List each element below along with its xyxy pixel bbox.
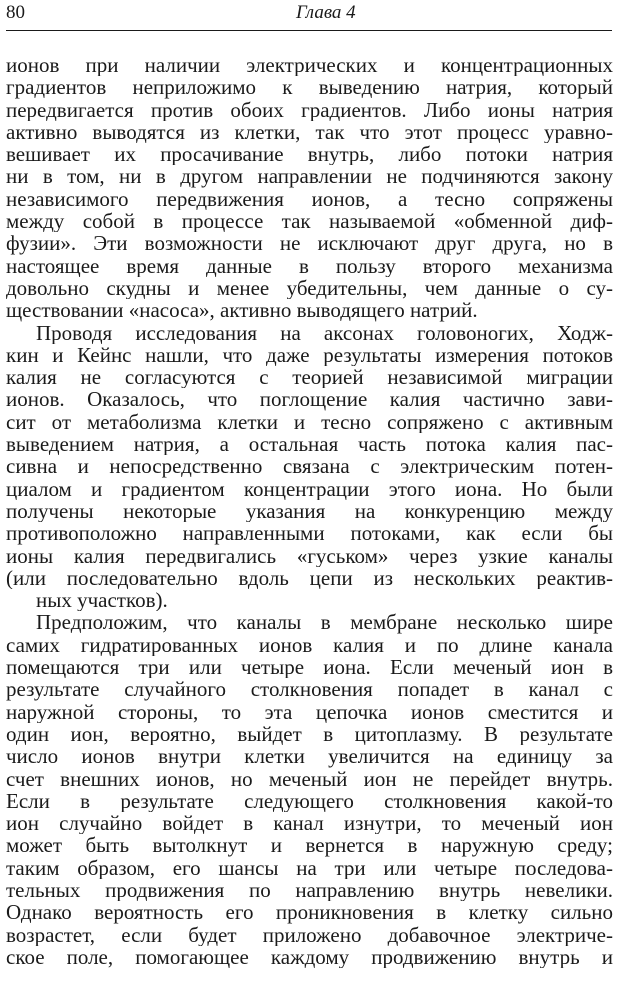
text-line: ион случайно войдет в канал изнутри, то меченый ион: [6, 812, 613, 835]
header-rule: [6, 30, 612, 31]
text-line: вешивает их просачивание внутрь, либо потоки натрия: [6, 143, 613, 166]
text-line: ское поле, помогающее каждому продвижению внутрь и: [6, 945, 613, 969]
paragraph-1: [6, 54, 613, 322]
text-line: ществовании «насоса», активно выводящего натрий.: [6, 299, 478, 322]
text-line: фузии». Эти возможности не исключают друг друга, но в: [6, 232, 613, 255]
page-number: 80: [6, 2, 25, 23]
text-line: сит от метаболизма клетки и тесно сопряжено с активным: [6, 410, 613, 434]
text-line: результате случайного столкновения попадет в канал с: [6, 678, 613, 701]
text-line: противоположно направленными потоками, как если бы: [6, 522, 613, 545]
text-line: получены некоторые указания на конкуренцию между: [6, 499, 613, 523]
text-line: кин и Кейнс нашли, что даже результаты измерения потоков: [6, 343, 613, 367]
text-line: таким образом, его шансы на три или четыре последова-: [6, 856, 613, 879]
text-line: число ионов внутри клетки увеличится на единицу за: [6, 745, 613, 768]
text-line: ни в том, ни в другом направлении не подчиняются закону: [6, 165, 613, 188]
text-line: независимого передвижения ионов, а тесно сопряжены: [6, 187, 613, 211]
text-line: довольно скудны и менее убедительны, чем данные о су-: [6, 276, 613, 300]
text-line: может быть вытолкнут и вернется в наружную среду;: [6, 834, 613, 857]
text-line: Если в результате следующего столкновения какой-то: [6, 789, 613, 813]
text-line: настоящее время данные в пользу второго механизма: [6, 254, 613, 277]
text-line: (или последовательно вдоль цепи из нескольких реактив-: [6, 566, 613, 590]
text-line: счет внешних ионов, но меченый ион не перейдет внутрь.: [6, 767, 613, 790]
text-line: выведением натрия, а остальная часть потока калия пас-: [6, 433, 613, 456]
text-line: между собой в процессе так называемой «обменной диф-: [6, 210, 613, 233]
text-line: ионы калия передвигались «гуськом» через узкие каналы: [6, 544, 613, 567]
page-header: [6, 2, 614, 28]
text-line: ионов. Оказалось, что поглощение калия частично зави-: [6, 388, 613, 411]
text-line: помещаются три или четыре иона. Если меченый ион в: [6, 656, 613, 679]
running-head: Глава 4: [296, 2, 356, 23]
text-line: ных участков).: [36, 589, 168, 612]
paragraph-2: [6, 322, 613, 612]
text-line: циалом и градиентом концентрации этого иона. Но были: [6, 477, 613, 500]
body-text: [6, 54, 613, 968]
paragraph-3: [6, 611, 613, 968]
text-line: сивна и непосредственно связана с электрическим потен-: [6, 455, 613, 478]
text-line: ионов при наличии электрических и концентрационных: [6, 54, 613, 77]
text-line: один ион, вероятно, выйдет в цитоплазму. В результате: [6, 722, 613, 746]
text-line: калия не согласуются с теорией независимой миграции: [6, 366, 613, 389]
text-line: самих гидратированных ионов калия и по длине канала: [6, 633, 613, 657]
text-line: активно выводятся из клетки, так что этот процесс уравно-: [6, 120, 613, 144]
text-line: градиентов неприложимо к выведению натрия, который: [6, 76, 613, 99]
text-line: Однако вероятность его проникновения в клетку сильно: [6, 901, 613, 924]
text-line: возрастет, если будет приложено добавочное электриче-: [6, 923, 613, 946]
text-line: Проводя исследования на аксонах головоногих, Ходж-: [36, 321, 613, 344]
text-line: передвигается против обоих градиентов. Либо ионы натрия: [6, 98, 613, 121]
text-line: наружной стороны, то эта цепочка ионов сместится и: [6, 700, 613, 723]
text-line: тельных продвижения по направлению внутрь невелики.: [6, 878, 613, 902]
text-line: Предположим, что каналы в мембране несколько шире: [36, 611, 613, 634]
